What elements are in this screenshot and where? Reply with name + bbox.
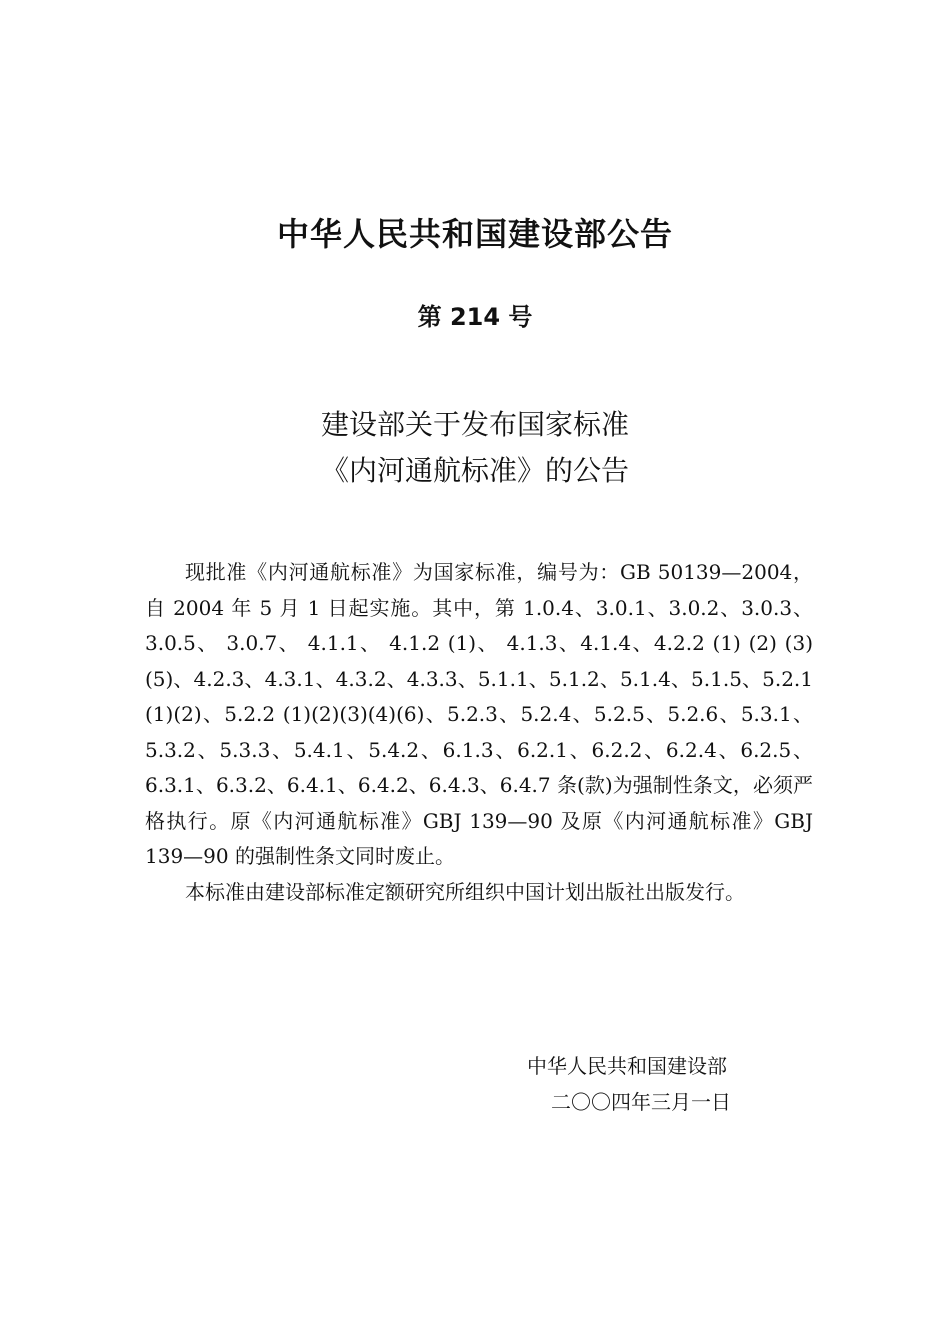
signature-organization: 中华人民共和国建设部 (527, 1054, 727, 1078)
body-paragraph-1: 现批准《内河通航标准》为国家标准，编号为：GB 50139—2004，自 2004 年 5 月 1 日起实施。其中，第 1.0.4、3.0.1、3.0.2、3.0.3、 3.0.5、 3.0.7、 4.1.1、 4.1.2 (1)、 4.1.3、4.1.4、4.2.2 (1) (2) (3) (5)、4.2.3、4.3.1、4.3.2、4.3.3、5.1.1、5.1.2、5.1.4、5.1.5、5.2.1 (1)(2)、5.2.2 (1)(2)(3)(4)(6)、5.2.3、5.2.4、5.2.5、5.2.6、5.3.1、5.3.2、5.3.3、5.4.1、5.4.2、6.1.3、6.2.1、6.2.2、6.2.4、6.2.5、6.3.1、6.3.2、6.4.1、6.4.2、6.4.3、6.4.7 条(款)为强制性条文，必须严格执行。原《内河通航标准》GBJ 139—90 及原《内河通航标准》GBJ 139—90 的强制性条文同时废止。 (145, 560, 813, 868)
announcement-number: 第 214 号 (417, 303, 533, 331)
subtitle-line-1: 建设部关于发布国家标准 (320, 408, 629, 441)
body-paragraph-2: 本标准由建设部标准定额研究所组织中国计划出版社出版发行。 (185, 879, 745, 904)
signature-block (500, 1048, 800, 1120)
subtitle-line-2: 《内河通航标准》的公告 (320, 454, 629, 487)
announcement-subtitle (0, 402, 950, 494)
announcement-body (145, 555, 813, 910)
announcement-title: 中华人民共和国建设部公告 (276, 215, 673, 253)
signature-date: 二〇〇四年三月一日 (551, 1090, 731, 1114)
